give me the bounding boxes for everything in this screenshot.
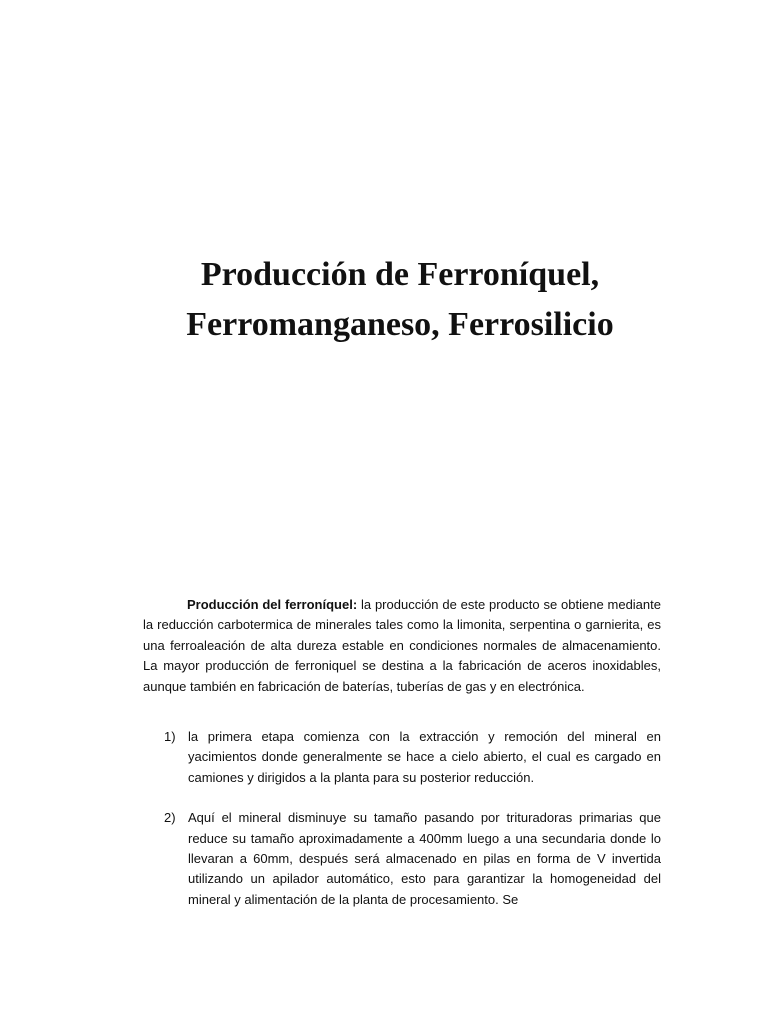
list-item [143, 727, 661, 788]
list-item-text: Aquí el mineral disminuye su tamaño pasando por trituradoras primarias que reduce su tamaño aproximadamente a 400mm luego a una secundaria donde lo llevaran a 60mm, después será almacenado en pilas en forma de V invertida utilizando un apilador automático, esto para garantizar la homogeneidad del mineral y alimentación de la planta de procesamiento. Se [188, 810, 661, 907]
steps-list [143, 727, 661, 910]
title-line-1: Producción de Ferroníquel, [200, 256, 600, 293]
intro-lead: Producción del ferroníquel: [187, 597, 358, 612]
list-item-text: la primera etapa comienza con la extracción y remoción del mineral en yacimientos donde generalmente se hace a cielo abierto, el cual es cargado en camiones y dirigidos a la planta para su posterior reducción. [188, 729, 661, 785]
intro-text: la producción de este producto se obtiene mediante la reducción carbotermica de minerales tales como la limonita, serpentina o garnierita, es una ferroaleación de alta dureza estable en condiciones normales de almacenamiento. La mayor producción de ferroniquel se destina a la fabricación de aceros inoxidables, aunque también en fabricación de baterías, tuberías de gas y en electrónica. [143, 597, 661, 694]
list-item-number: 1) [164, 729, 176, 744]
list-item [143, 808, 661, 910]
title-line-2: Ferromanganeso, Ferrosilicio [186, 306, 614, 343]
list-item-number: 2) [164, 810, 176, 826]
document-title [0, 250, 768, 350]
intro-paragraph [143, 595, 661, 697]
